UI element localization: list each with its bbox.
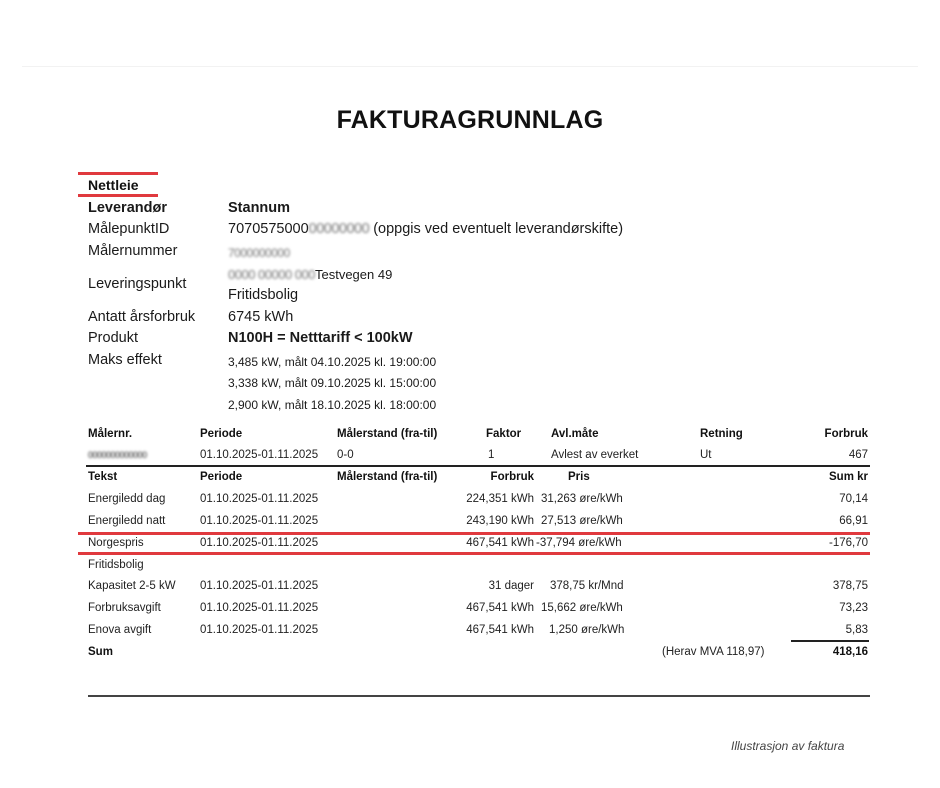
meter-row-forbruk: 467 [848,449,868,461]
lines-header-malerstand: Målerstand (fra-til) [337,471,438,483]
page-top-divider [22,66,918,67]
value-leveringspunkt [228,267,392,282]
caption: Illustrasjon av faktura [731,739,845,753]
value-maks-effekt-3: 2,900 kW, målt 18.10.2025 kl. 18:00:00 [228,398,437,412]
line-tekst: Enova avgift [88,624,152,636]
lines-header-periode: Periode [200,471,243,483]
meter-header-periode: Periode [200,428,243,440]
lines-header-sumkr: Sum kr [829,471,868,483]
line-forbruk: 467,541 kWh [466,537,534,549]
line-pris: 27,513 øre/kWh [541,515,623,527]
line-periode: 01.10.2025-01.11.2025 [200,624,319,636]
line-periode: 01.10.2025-01.11.2025 [200,602,319,614]
line-forbruk: 467,541 kWh [466,602,534,614]
line-sum: 378,75 [832,580,868,592]
meter-row-malerstand: 0-0 [337,449,354,461]
table-divider [86,465,870,467]
highlight-bar-norgespris-bottom [78,552,870,555]
sum-underline [791,640,869,642]
sum-label: Sum [88,646,113,658]
line-pris: 31,263 øre/kWh [541,493,623,505]
line-tekst: Forbruksavgift [88,602,161,614]
line-tekst: Norgespris [88,537,144,549]
line-periode: 01.10.2025-01.11.2025 [200,493,319,505]
meter-row-periode: 01.10.2025-01.11.2025 [200,449,319,461]
value-leveringspunkt-type: Fritidsbolig [228,287,299,303]
label-maks-effekt: Maks effekt [88,352,162,368]
line-periode: 01.10.2025-01.11.2025 [200,515,319,527]
section-heading-nettleie: Nettleie [88,177,139,193]
label-leverandor: Leverandør [88,200,167,216]
line-pris: 15,662 øre/kWh [541,602,623,614]
label-leveringspunkt: Leveringspunkt [88,276,187,292]
meter-row-avlmate: Avlest av everket [551,449,639,461]
meter-header-retning: Retning [700,428,743,440]
line-forbruk: 31 dager [488,580,534,592]
line-pris: 378,75 kr/Mnd [550,580,624,592]
line-forbruk: 243,190 kWh [466,515,534,527]
meter-row-faktor: 1 [488,449,495,461]
line-periode: 01.10.2025-01.11.2025 [200,537,319,549]
highlight-bar-norgespris-top [78,532,870,535]
value-leverandor: Stannum [228,200,291,216]
value-maks-effekt-2: 3,338 kW, målt 09.10.2025 kl. 15:00:00 [228,376,437,390]
line-group-label: Fritidsbolig [88,559,144,571]
meter-row-malernr-redacted: 0000000000000 [88,450,147,460]
malepunktid-redacted: 00000000 [308,221,370,237]
line-tekst: Energiledd natt [88,515,166,527]
page-title: FAKTURAGRUNNLAG [336,106,604,134]
line-forbruk: 467,541 kWh [466,624,534,636]
highlight-bar-bottom [78,194,158,197]
leveringspunkt-address: Testvegen 49 [314,267,393,282]
line-tekst: Kapasitet 2-5 kW [88,580,176,592]
label-produkt: Produkt [88,330,138,346]
line-sum: 66,91 [839,515,868,527]
value-maks-effekt-1: 3,485 kW, målt 04.10.2025 kl. 19:00:00 [228,355,437,369]
line-pris: -37,794 øre/kWh [536,537,622,549]
meter-row-retning: Ut [700,449,712,461]
label-malepunktid: MålepunktID [88,221,170,237]
meter-header-avlmate: Avl.måte [551,428,599,440]
label-malernummer: Målernummer [88,243,178,259]
line-pris: 1,250 øre/kWh [549,624,625,636]
line-forbruk: 224,351 kWh [466,493,534,505]
mva-note: (Herav MVA 118,97) [662,646,765,658]
line-sum: -176,70 [828,537,868,549]
value-malepunktid [228,221,623,237]
lines-header-tekst: Tekst [88,471,118,483]
line-sum: 70,14 [839,493,868,505]
meter-header-malernr: Målernr. [88,428,133,440]
value-produkt: N100H = Netttariff < 100kW [228,330,413,346]
malepunktid-note: (oppgis ved eventuelt leverandørskifte) [373,221,624,237]
line-sum: 73,23 [839,602,868,614]
meter-header-forbruk: Forbruk [824,428,868,440]
line-sum: 5,83 [845,624,868,636]
leveringspunkt-redacted: 0000 00000 000 [228,267,315,282]
value-arsforbruk: 6745 kWh [228,309,294,325]
line-tekst: Energiledd dag [88,493,166,505]
bottom-divider [88,695,870,697]
line-periode: 01.10.2025-01.11.2025 [200,580,319,592]
highlight-bar-top [78,172,158,175]
meter-header-malerstand: Målerstand (fra-til) [337,428,438,440]
lines-header-forbruk: Forbruk [490,471,534,483]
lines-header-pris: Pris [568,471,590,483]
malepunktid-prefix: 7070575000 [228,221,309,237]
value-malernummer-redacted: 7000000000 [228,246,290,260]
meter-header-faktor: Faktor [486,428,522,440]
sum-total: 418,16 [832,646,868,658]
label-arsforbruk: Antatt årsforbruk [88,309,196,325]
